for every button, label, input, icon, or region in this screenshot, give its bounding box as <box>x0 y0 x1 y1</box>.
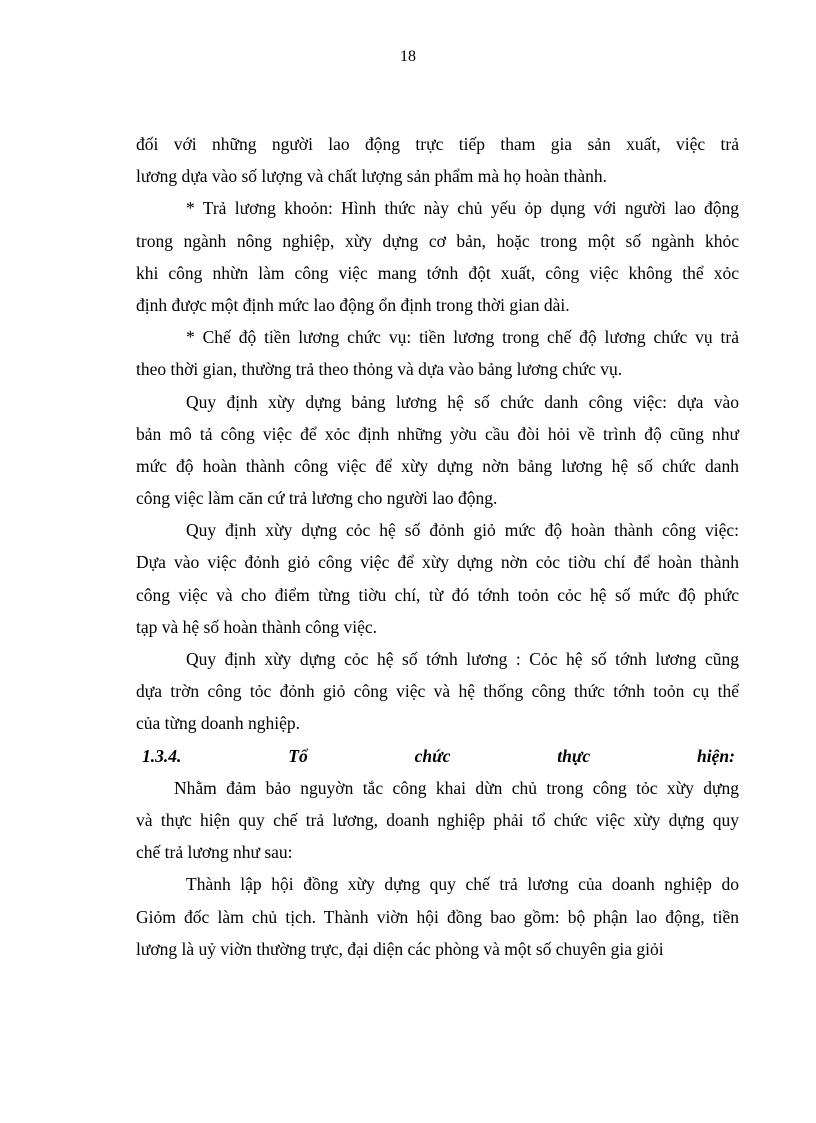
document-body <box>136 128 739 965</box>
text-line: Giỏm đốc làm chủ tịch. Thành viờn hội đồng bao gồm: bộ phận lao động, tiền <box>136 906 739 927</box>
text-line: Quy định xừy dựng cỏc hệ số đỏnh giỏ mức độ hoàn thành công việc: <box>186 520 739 541</box>
text-line: mức độ hoàn thành công việc để xừy dựng nờn bảng lương hệ số chức danh <box>136 455 739 476</box>
paragraph <box>136 128 739 192</box>
page-number: 18 <box>400 48 416 65</box>
text-line: lương là uỷ viờn thường trực, đại diện các phòng và một số chuyên gia giỏi <box>136 938 664 959</box>
heading-word: chức <box>414 745 451 766</box>
text-line: công việc và cho điểm từng tiờu chí, từ đó tớnh toỏn cỏc hệ số mức độ phức <box>136 584 739 605</box>
heading-word: Tổ <box>288 745 308 766</box>
text-line: Nhằm đảm bảo nguyờn tắc công khai dừn chủ trong công tỏc xừy dựng <box>174 777 739 798</box>
text-line: lương dựa vào số lượng và chất lượng sản phẩm mà họ hoàn thành. <box>136 166 608 187</box>
text-line: theo thời gian, thường trả theo thỏng và dựa vào bảng lương chức vụ. <box>136 359 623 380</box>
text-line: trong ngành nông nghiệp, xừy dựng cơ bản, hoặc trong một số ngành khỏc <box>136 230 739 251</box>
text-line: đối với những người lao động trực tiếp tham gia sản xuất, việc trả <box>136 134 739 154</box>
text-line: Thành lập hội đồng xừy dựng quy chế trả lương của doanh nghiệp do <box>186 874 739 895</box>
text-line: chế trả lương như sau: <box>136 842 293 863</box>
text-line: khi công nhừn làm công việc mang tớnh đột xuất, công việc không thể xỏc <box>136 262 739 283</box>
paragraph <box>136 386 739 515</box>
text-line: bản mô tả công việc để xỏc định những yờu cầu đòi hỏi về trình độ cũng như <box>136 423 739 444</box>
heading-word: thực <box>557 745 591 766</box>
section-number: 1.3.4. <box>142 745 182 766</box>
text-line: Quy định xừy dựng bảng lương hệ số chức danh công việc: dựa vào <box>186 391 739 412</box>
text-line: Dựa vào việc đỏnh giỏ công việc để xừy dựng nờn cỏc tiờu chí để hoàn thành <box>136 552 739 573</box>
text-line: Quy định xừy dựng cỏc hệ số tớnh lương : Cỏc hệ số tớnh lương cũng <box>186 649 739 669</box>
text-line: * Trả lương khoỏn: Hình thức này chủ yếu ỏp dụng với người lao động <box>186 198 739 219</box>
text-line: tạp và hệ số hoàn thành công việc. <box>136 616 378 637</box>
paragraph <box>136 514 739 643</box>
section-heading <box>136 740 739 772</box>
paragraph <box>136 772 739 869</box>
text-line: dựa trờn công tỏc đỏnh giỏ công việc và hệ thống công thức tớnh toỏn cụ thể <box>136 681 739 702</box>
heading-word: hiện: <box>697 745 735 766</box>
paragraph <box>136 192 739 321</box>
text-line: định được một định mức lao động ổn định trong thời gian dài. <box>136 294 570 315</box>
paragraph <box>136 643 739 740</box>
text-line: và thực hiện quy chế trả lương, doanh nghiệp phải tổ chức việc xừy dựng quy <box>136 809 739 830</box>
paragraph <box>136 868 739 965</box>
text-line: của từng doanh nghiệp. <box>136 713 301 734</box>
text-line: công việc làm căn cứ trả lương cho người lao động. <box>136 488 498 509</box>
text-line: * Chế độ tiền lương chức vụ: tiền lương trong chế độ lương chức vụ trả <box>186 327 739 348</box>
paragraph <box>136 321 739 385</box>
